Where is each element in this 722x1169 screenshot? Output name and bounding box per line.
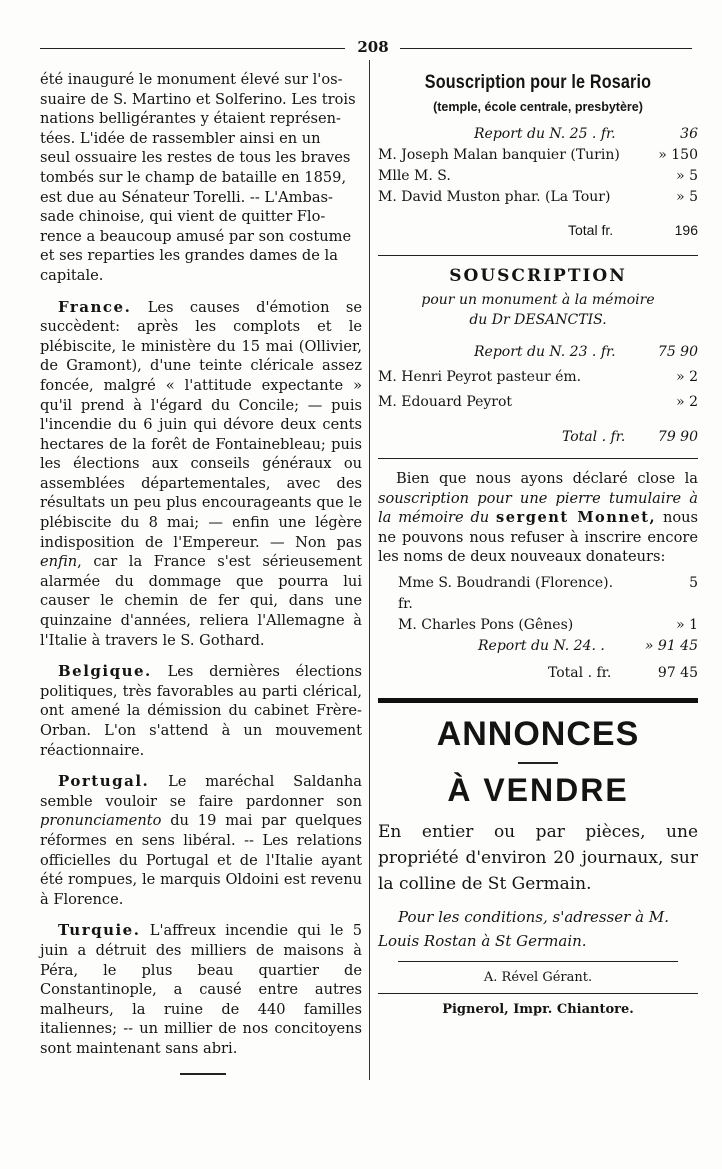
heavy-divider xyxy=(378,698,698,703)
rosario-amount: » 5 xyxy=(676,168,698,184)
belgique-paragraph xyxy=(40,662,362,760)
left-column xyxy=(40,70,362,1075)
rosario-amount: » 5 xyxy=(676,189,698,205)
intro-line: capitale. xyxy=(40,266,104,284)
monnet-list xyxy=(378,573,698,684)
france-paragraph xyxy=(40,298,362,651)
monnet-report-value: » 91 45 xyxy=(644,637,698,654)
turquie-text: L'affreux incendie qui le 5 juin a détruit des milliers de maisons à Péra, le plus beau quartier de Constantinople, a causé entre autres malheurs, la ruine de 440 familles italiennes; -- un millier de nos concitoyens sont maintenant sans abri. xyxy=(40,922,362,1057)
intro-line: nations belligérantes y étaient représen- xyxy=(40,110,341,128)
france-text: Les causes d'émotion se succèdent: après les complots et le plébiscite, le ministère du 15 mai (Ollivier, de Gramont), d'une teinte cléricale assez foncée, malgré « l'attitude expectante » qu'il prend à l'égard du Concile; — puis l'incendie du 6 juin qui dévore deux cents hectares de la forêt de Fontainebleau; puis les élections aux conseils généraux ou assemblées départementales, avec des résultats un peu plus encourageants que le plébiscite du 8 mai; — enfin une légère indisposition de l'Empereur. — Non pas xyxy=(40,298,362,551)
rosario-list xyxy=(378,124,698,241)
monnet-report-label: Report du N. 24. . xyxy=(478,637,605,654)
desanctis-sub-2: du Dr DESANCTIS. xyxy=(469,312,607,328)
france-enfin: enfin xyxy=(40,553,78,571)
page-header xyxy=(40,38,692,58)
monnet-total-value: 97 45 xyxy=(657,664,698,681)
desanctis-report-value: 75 90 xyxy=(657,344,698,360)
desanctis-row xyxy=(378,367,698,388)
column-divider xyxy=(369,60,370,1080)
rosario-total-value: 196 xyxy=(674,222,698,238)
rosario-donor: M. David Muston phar. (La Tour) xyxy=(378,189,611,205)
intro-line: et ses reparties les grandes dames de la xyxy=(40,247,338,265)
rosario-amount: » 150 xyxy=(658,147,698,163)
intro-line: tombés sur le champ de bataille en 1859, xyxy=(40,168,347,186)
end-ornament xyxy=(180,1073,226,1075)
rosario-section xyxy=(378,72,698,241)
desanctis-title: SOUSCRIPTION xyxy=(449,266,627,286)
desanctis-report-row xyxy=(378,342,698,363)
footer-rule xyxy=(378,993,698,994)
monnet-intro-italic: souscription pour une pierre tumulaire à la mémoire du xyxy=(378,489,698,527)
intro-line: été inauguré le monument élevé sur l'os- xyxy=(40,71,343,88)
belgique-heading: Belgique. xyxy=(58,662,152,681)
rosario-donor: M. Joseph Malan banquier (Turin) xyxy=(378,147,620,163)
monnet-intro: Bien que nous ayons déclaré close la xyxy=(396,470,698,487)
annonce-conditions: Pour les conditions, s'adresser à M. Louis Rostan à St Germain. xyxy=(378,907,669,950)
monnet-amount: » 1 xyxy=(676,616,698,633)
monnet-total-row xyxy=(398,663,698,684)
rosario-total-label: Total fr. xyxy=(568,222,614,238)
page-number: 208 xyxy=(357,38,389,56)
annonce-text: En entier ou par pièces, une propriété d'environ 20 journaux, sur la colline de St Germain. xyxy=(378,821,698,894)
desanctis-total-label: Total . fr. xyxy=(562,429,626,445)
monnet-row xyxy=(398,615,698,636)
monnet-donor: Mme S. Boudrandi (Florence). fr. xyxy=(398,574,614,612)
title-ornament xyxy=(518,762,558,764)
annonces-section xyxy=(378,715,698,1017)
desanctis-section xyxy=(378,266,698,448)
monnet-section xyxy=(378,469,698,684)
annonces-title: ANNONCES xyxy=(436,714,640,753)
monnet-total-label: Total . fr. xyxy=(548,664,612,681)
france-text-2: , car la France s'est sérieusement alarmée du dommage que pourra lui causer le chemin de fer qui, dans une quinzaine d'années, reliera l'Allemagne à l'Italie à travers le S. Gothard. xyxy=(40,553,362,649)
monnet-amount: 5 xyxy=(689,574,698,591)
belgique-text: Les dernières élections politiques, très favorables au parti clérical, ont amené la démission du cabinet Frère-Orban. L'on s'attend à un mouvement réactionnaire. xyxy=(40,663,362,759)
monnet-paragraph xyxy=(378,469,698,567)
rosario-donor: Mlle M. S. xyxy=(378,168,451,184)
monnet-donor: M. Charles Pons (Gênes) xyxy=(398,616,574,633)
rosario-report-row xyxy=(378,124,698,145)
footer-rule xyxy=(398,961,678,962)
desanctis-donor: M. Henri Peyrot pasteur ém. xyxy=(378,369,582,385)
gerant-line: A. Rével Gérant. xyxy=(483,969,593,985)
intro-line: sade chinoise, qui vient de quitter Flo- xyxy=(40,208,326,226)
intro-paragraph xyxy=(40,70,362,286)
desanctis-donor: M. Edouard Peyrot xyxy=(378,394,513,410)
portugal-heading: Portugal. xyxy=(58,772,150,791)
rosario-row xyxy=(378,145,698,166)
portugal-paragraph xyxy=(40,772,362,909)
rosario-title: Souscription pour le Rosario xyxy=(424,72,652,93)
rosario-report-label: Report du N. 25 . fr. xyxy=(474,126,616,142)
desanctis-row xyxy=(378,392,698,413)
desanctis-sub-1: pour un monument à la mémoire xyxy=(421,292,655,308)
monnet-report-row xyxy=(398,636,698,657)
header-rule-left xyxy=(40,48,345,49)
portugal-text-2: du 19 mai par quelques réformes en sens libéral. -- Les relations officielles du Portugal et de l'Italie ayant été rompues, le marquis Oldoini est revenu à Florence. xyxy=(40,812,362,908)
intro-line: tées. L'idée de rassembler ainsi en un xyxy=(40,129,321,147)
intro-line: est due au Sénateur Torelli. -- L'Ambas- xyxy=(40,188,333,206)
portugal-text: Le maréchal Saldanha semble vouloir se faire pardonner son xyxy=(40,773,363,810)
monnet-rest: nous ne pouvons nous refuser à inscrire encore les noms de deux nouveaux donateurs: xyxy=(378,509,699,566)
turquie-heading: Turquie. xyxy=(58,921,141,940)
desanctis-report-label: Report du N. 23 . fr. xyxy=(474,344,616,360)
intro-line: rence a beaucoup amusé par son costume xyxy=(40,227,352,245)
france-heading: France. xyxy=(58,297,132,316)
header-rule-right xyxy=(400,48,692,49)
desanctis-total-value: 79 90 xyxy=(657,429,698,445)
rosario-report-value: 36 xyxy=(680,126,698,142)
desanctis-total-row xyxy=(378,427,698,448)
turquie-paragraph xyxy=(40,921,362,1058)
portugal-italic: pronunciamento xyxy=(40,812,162,830)
section-divider xyxy=(378,458,698,459)
desanctis-amount: » 2 xyxy=(676,394,698,410)
rosario-subtitle: (temple, école centrale, presbytère) xyxy=(433,100,643,114)
rosario-row xyxy=(378,187,698,208)
section-divider xyxy=(378,255,698,256)
vendre-title: À VENDRE xyxy=(447,771,629,808)
intro-line: seul ossuaire les restes de tous les braves xyxy=(40,149,351,167)
monnet-sergent: sergent Monnet, xyxy=(496,509,657,527)
rosario-row xyxy=(378,166,698,187)
imprimeur-line: Pignerol, Impr. Chiantore. xyxy=(442,1001,634,1017)
desanctis-list xyxy=(378,342,698,448)
right-column xyxy=(378,70,698,1017)
monnet-row xyxy=(398,573,698,615)
rosario-total-row xyxy=(378,220,698,241)
intro-line: suaire de S. Martino et Solferino. Les trois xyxy=(40,90,356,108)
desanctis-amount: » 2 xyxy=(676,369,698,385)
